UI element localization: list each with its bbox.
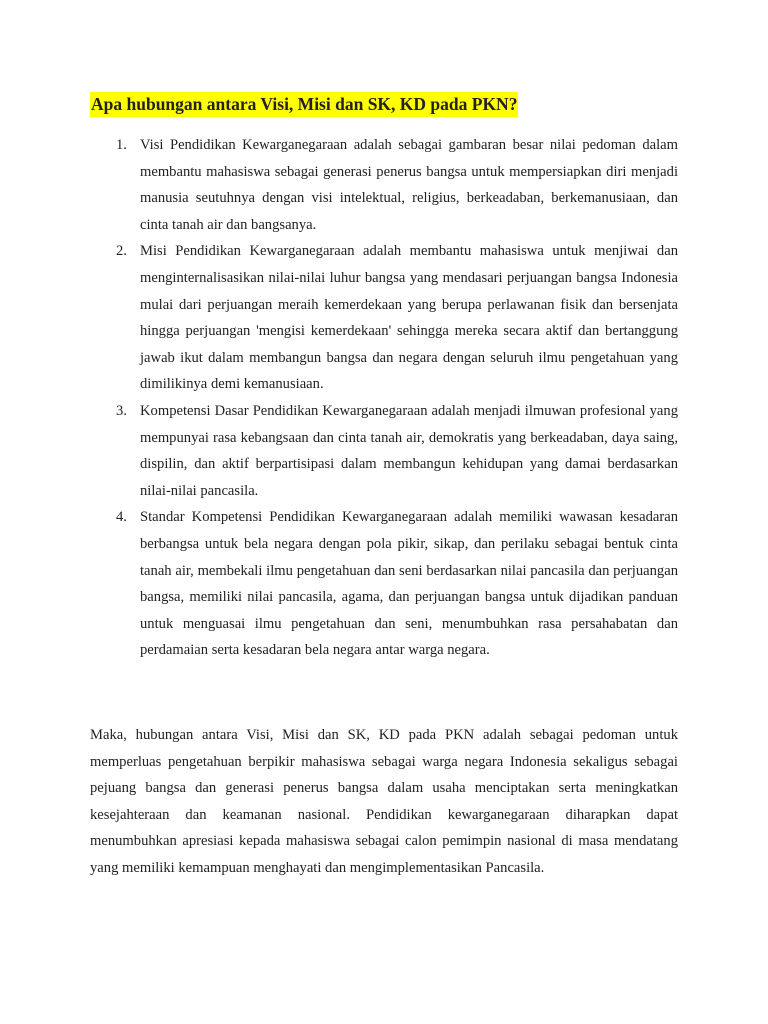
list-item-text: Visi Pendidikan Kewarganegaraan adalah sebagai gambaran besar nilai pedoman dalam membantu mahasiswa sebagai generasi penerus bangsa untuk mempersiapkan diri menjadi manusia seutuhnya dengan visi intelektual, religius, berkeadaban, berkemanusiaan, dan cinta tanah air dan bangsanya.	[140, 137, 678, 233]
question-heading	[90, 91, 518, 118]
list-item	[90, 398, 678, 504]
list-item-number: 2.	[116, 243, 127, 260]
question-highlight: Apa hubungan antara Visi, Misi dan SK, KD pada PKN?	[90, 92, 518, 117]
list-item-number: 4.	[116, 509, 127, 526]
list-item-text: Standar Kompetensi Pendidikan Kewarganegaraan adalah memiliki wawasan kesadaran berbangsa untuk bela negara dengan pola pikir, sikap, dan perilaku sebagai bentuk cinta tanah air, membekali ilmu pengetahuan dan seni berdasarkan nilai pancasila dan perjuangan bangsa, memiliki nilai pancasila, agama, dan perjuangan bangsa untuk dijadikan panduan untuk menguasai ilmu pengetahuan dan seni, menumbuhkan rasa persahabatan dan perdamaian serta kesadaran bela negara antar warga negara.	[140, 509, 678, 659]
list-item-text: Kompetensi Dasar Pendidikan Kewarganegaraan adalah menjadi ilmuwan profesional yang mempunyai rasa kebangsaan dan cinta tanah air, demokratis yang berkeadaban, daya saing, dispilin, dan aktif berpartisipasi dalam membangun kehidupan yang damai berdasarkan nilai-nilai pancasila.	[140, 402, 678, 499]
list-item	[90, 238, 678, 398]
conclusion-paragraph: Maka, hubungan antara Visi, Misi dan SK, KD pada PKN adalah sebagai pedoman untuk memperluas pengetahuan berpikir mahasiswa sebagai warga negara Indonesia sekaligus sebagai pejuang bangsa dan generasi penerus bangsa dalam usaha menciptakan serta meningkatkan kesejahteraan dan keamanan nasional. Pendidikan kewarganegaraan diharapkan dapat menumbuhkan apresiasi kepada mahasiswa sebagai calon pemimpin nasional di masa mendatang yang memiliki kemampuan menghayati dan mengimplementasikan Pancasila.	[90, 727, 678, 876]
list-item-text: Misi Pendidikan Kewarganegaraan adalah membantu mahasiswa untuk menjiwai dan menginternalisasikan nilai-nilai luhur bangsa yang mendasari perjuangan bangsa Indonesia mulai dari perjuangan meraih kemerdekaan yang berupa perlawanan fisik dan bersenjata hingga perjuangan 'mengisi kemerdekaan' sehingga mereka secara aktif dan bertanggung jawab ikut dalam membangun bangsa dan negara dengan seluruh ilmu pengetahuan yang dimilikinya demi kemanusiaan.	[140, 243, 678, 393]
answer-list	[90, 132, 678, 664]
list-item-number: 3.	[116, 402, 127, 419]
list-item	[90, 504, 678, 664]
list-item	[90, 132, 678, 238]
list-item-number: 1.	[116, 137, 127, 153]
